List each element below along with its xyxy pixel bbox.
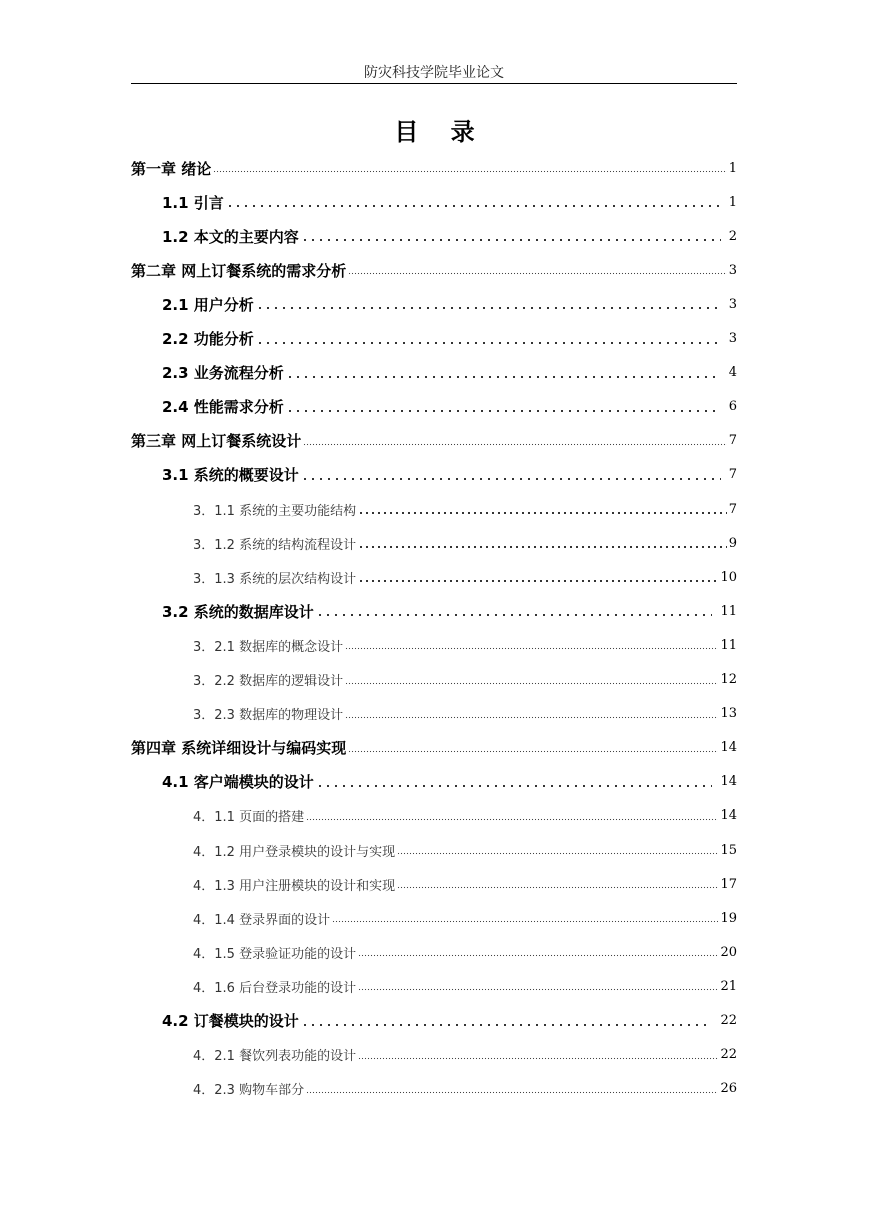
- toc-entry-page-number: 3: [728, 331, 737, 346]
- dot-leader: [301, 230, 721, 242]
- toc-entry-page-number: 11: [720, 603, 737, 619]
- dot-leader: [348, 743, 718, 753]
- dot-leader: [345, 709, 718, 719]
- toc-entry-page-number: 22: [720, 1013, 737, 1028]
- toc-entry-label: 第四章 系统详细设计与编码实现: [131, 739, 347, 758]
- toc-entry-label: 3．2.1 数据库的概念设计: [193, 639, 344, 655]
- toc-entry[interactable]: [131, 663, 737, 697]
- toc-entry-label: 4．2.1 餐饮列表功能的设计: [193, 1049, 357, 1065]
- toc-entry-page-number: 19: [720, 910, 737, 926]
- dot-leader: [358, 503, 727, 515]
- toc-entry-label: 3.2 系统的数据库设计: [162, 602, 314, 621]
- toc-entry-label: 2.4 性能需求分析: [162, 398, 284, 417]
- toc-entry-page-number: 14: [720, 774, 737, 790]
- toc-entry[interactable]: [131, 356, 737, 390]
- toc-entry-label: 第二章 网上订餐系统的需求分析: [131, 261, 347, 280]
- toc-entry-label: 4．1.6 后台登录功能的设计: [193, 980, 357, 996]
- toc-entry-label: 4．2.3 购物车部分: [193, 1083, 305, 1099]
- dot-leader: [358, 571, 718, 583]
- dot-leader: [301, 1015, 713, 1027]
- dot-leader: [301, 469, 721, 481]
- toc-entry-label: 4．1.1 页面的搭建: [193, 810, 305, 826]
- dot-leader: [303, 436, 726, 446]
- header-rule: [131, 83, 737, 84]
- toc-entry-label: 2.3 业务流程分析: [162, 364, 284, 383]
- toc-entry[interactable]: [131, 492, 737, 526]
- toc-entry-page-number: 7: [728, 433, 737, 449]
- toc-entry-label: 3．2.2 数据库的逻辑设计: [193, 674, 344, 689]
- toc-entry[interactable]: [131, 1004, 737, 1038]
- toc-entry-label: 3．1.2 系统的结构流程设计: [193, 537, 357, 553]
- toc-entry-page-number: 15: [720, 842, 737, 858]
- toc-entry-label: 4．1.5 登录验证功能的设计: [193, 946, 357, 962]
- dot-leader: [256, 333, 721, 345]
- toc-entry-label: 4．1.4 登录界面的设计: [193, 912, 331, 928]
- dot-leader: [286, 367, 721, 379]
- dot-leader: [358, 981, 718, 991]
- toc-entry-label: 1.2 本文的主要内容: [162, 227, 299, 246]
- toc-entry-label: 3．1.1 系统的主要功能结构: [193, 503, 357, 519]
- toc-entry[interactable]: [131, 219, 737, 253]
- dot-leader: [345, 675, 718, 685]
- dot-leader: [213, 163, 726, 173]
- dot-leader: [348, 265, 726, 275]
- toc-entry[interactable]: [131, 526, 737, 560]
- dot-leader: [226, 196, 721, 208]
- dot-leader: [306, 1084, 718, 1094]
- dot-leader: [358, 537, 727, 549]
- dot-leader: [286, 401, 721, 413]
- toc-entry[interactable]: [131, 594, 737, 628]
- toc-entry[interactable]: [131, 390, 737, 424]
- toc-entry-page-number: 13: [720, 706, 737, 722]
- toc-entry-page-number: 22: [720, 1047, 737, 1063]
- dot-leader: [358, 947, 718, 957]
- toc-entry-label: 2.1 用户分析: [162, 295, 254, 314]
- toc-entry-label: 4．1.2 用户登录模块的设计与实现: [193, 844, 396, 860]
- toc-entry-page-number: 26: [720, 1081, 737, 1097]
- toc-entry-page-number: 1: [728, 194, 737, 210]
- toc-entry-page-number: 20: [720, 944, 737, 960]
- toc-entry-page-number: 7: [728, 467, 737, 483]
- toc-entry-page-number: 14: [720, 808, 737, 824]
- toc-entry[interactable]: [131, 322, 737, 356]
- toc-entry-page-number: 7: [728, 501, 737, 517]
- toc-entry[interactable]: [131, 151, 737, 185]
- toc-entry-page-number: 14: [720, 740, 737, 756]
- toc-entry-page-number: 17: [720, 876, 737, 892]
- toc-entry-page-number: 2: [728, 228, 737, 244]
- toc-entry-page-number: 21: [720, 978, 737, 994]
- dot-leader: [316, 776, 713, 788]
- toc-entry[interactable]: [131, 901, 737, 935]
- toc-entry[interactable]: [131, 253, 737, 287]
- toc-entry[interactable]: [131, 833, 737, 867]
- toc-entry-label: 第一章 绪论: [131, 159, 212, 178]
- toc-entry[interactable]: [131, 560, 737, 594]
- page-header: 防灾科技学院毕业论文: [364, 65, 504, 81]
- dot-leader: [358, 1050, 718, 1060]
- toc-entry-page-number: 12: [720, 672, 737, 687]
- dot-leader: [332, 913, 718, 923]
- toc-entry[interactable]: [131, 287, 737, 321]
- toc-entry-label: 3.1 系统的概要设计: [162, 466, 299, 485]
- toc-entry[interactable]: [131, 697, 737, 731]
- toc-entry-page-number: 1: [728, 160, 737, 176]
- toc-entry-label: 2.2 功能分析: [162, 330, 254, 348]
- toc-entry-page-number: 4: [728, 365, 737, 381]
- toc-entry[interactable]: [131, 969, 737, 1003]
- toc-entry[interactable]: [131, 799, 737, 833]
- toc-entry[interactable]: [131, 185, 737, 219]
- toc-entry[interactable]: [131, 731, 737, 765]
- dot-leader: [306, 811, 718, 821]
- toc-entry-page-number: 3: [728, 262, 737, 278]
- toc-entry-page-number: 9: [728, 535, 737, 551]
- dot-leader: [256, 298, 721, 310]
- dot-leader: [345, 640, 718, 650]
- toc-entry[interactable]: [131, 765, 737, 799]
- toc-entry-label: 第三章 网上订餐系统设计: [131, 432, 302, 451]
- toc-entry[interactable]: [131, 628, 737, 662]
- toc-entry-label: 4.2 订餐模块的设计: [162, 1012, 299, 1030]
- toc-entry-label: 3．1.3 系统的层次结构设计: [193, 571, 357, 587]
- toc-entry[interactable]: [131, 1038, 737, 1072]
- toc-entry[interactable]: [131, 935, 737, 969]
- dot-leader: [316, 605, 713, 617]
- toc-entry[interactable]: [131, 458, 737, 492]
- toc-entry-page-number: 10: [720, 569, 737, 585]
- toc-entry-page-number: 3: [728, 296, 737, 312]
- toc-entry-label: 3．2.3 数据库的物理设计: [193, 708, 344, 724]
- toc-entry-label: 1.1 引言: [162, 193, 224, 212]
- toc-entry-label: 4.1 客户端模块的设计: [162, 773, 314, 792]
- dot-leader: [397, 845, 718, 855]
- toc-entry[interactable]: [131, 1072, 737, 1106]
- toc-entry-label: 4．1.3 用户注册模块的设计和实现: [193, 878, 396, 894]
- toc-entry-page-number: 6: [728, 399, 737, 415]
- toc-title: 目 录: [394, 117, 487, 146]
- toc-entry[interactable]: [131, 424, 737, 458]
- toc-entry-page-number: 11: [720, 637, 737, 653]
- dot-leader: [397, 879, 718, 889]
- toc-entry[interactable]: [131, 867, 737, 901]
